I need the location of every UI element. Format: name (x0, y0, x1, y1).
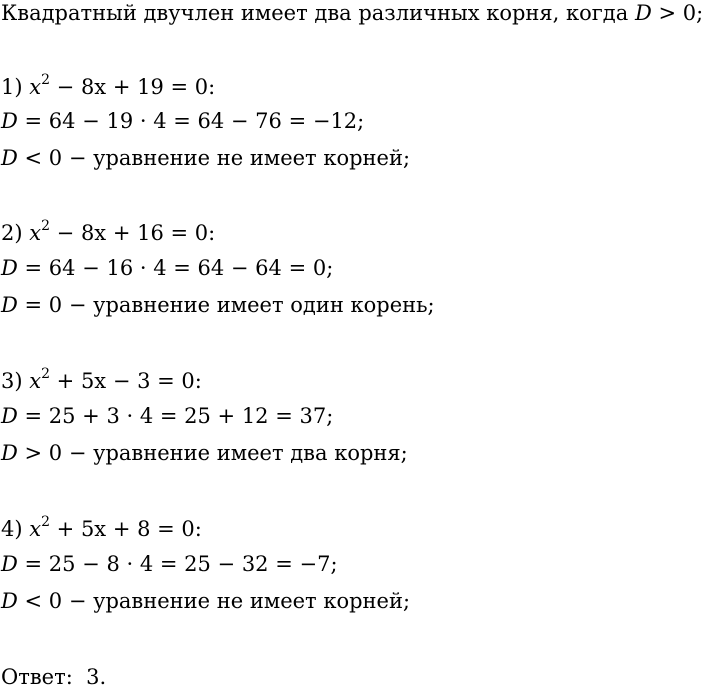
item-2-equation (1, 220, 215, 246)
item-2-concl-var: D (1, 293, 18, 317)
item-2-equation-rest: − 8x + 16 = 0: (50, 221, 216, 245)
item-4-concl-cmp: < 0 (17, 589, 63, 613)
intro-text: Квадратный двучлен имеет два различных корня, когда (1, 1, 629, 25)
intro-var: D (634, 1, 652, 25)
item-2-var: x (29, 221, 42, 245)
item-3-disc-var: D (1, 404, 18, 428)
item-1-discriminant (1, 108, 364, 134)
item-4-disc-var: D (1, 552, 18, 576)
item-3-concl-text: − уравнение имеет два корня; (62, 441, 408, 465)
item-3-var: x (29, 369, 42, 393)
item-1-var: x (29, 75, 42, 99)
answer-line (1, 664, 106, 690)
item-4-number: 4) (1, 517, 30, 541)
intro-line (1, 0, 703, 26)
item-3-disc-expr: = 25 + 3 · 4 = 25 + 12 = 37; (17, 404, 334, 428)
item-1-number: 1) (1, 75, 30, 99)
item-4-disc-expr: = 25 − 8 · 4 = 25 − 32 = −7; (17, 552, 338, 576)
item-1-equation-rest: − 8x + 19 = 0: (50, 75, 216, 99)
item-3-concl-var: D (1, 441, 18, 465)
item-4-var: x (29, 517, 42, 541)
item-1-exponent: 2 (41, 72, 50, 88)
item-4-concl-text: − уравнение не имеет корней; (62, 589, 411, 613)
item-3-exponent: 2 (41, 366, 50, 382)
item-4-equation-rest: + 5x + 8 = 0: (50, 517, 202, 541)
item-4-equation (1, 516, 202, 542)
item-1-concl-cmp: < 0 (17, 146, 63, 170)
item-4-discriminant (1, 551, 338, 577)
item-4-concl-var: D (1, 589, 18, 613)
item-1-conclusion (1, 145, 410, 171)
item-3-discriminant (1, 403, 333, 429)
item-3-conclusion (1, 440, 408, 466)
item-2-number: 2) (1, 221, 30, 245)
intro-condition: > 0; (651, 1, 703, 25)
answer-value: 3. (86, 665, 107, 689)
item-2-disc-expr: = 64 − 16 · 4 = 64 − 64 = 0; (17, 256, 334, 280)
item-1-concl-text: − уравнение не имеет корней; (62, 146, 411, 170)
item-2-conclusion (1, 292, 435, 318)
item-1-disc-expr: = 64 − 19 · 4 = 64 − 76 = −12; (17, 109, 365, 133)
item-3-concl-cmp: > 0 (17, 441, 63, 465)
item-2-discriminant (1, 255, 333, 281)
item-3-equation (1, 368, 202, 394)
item-1-concl-var: D (1, 146, 18, 170)
answer-label: Ответ: (1, 665, 73, 689)
item-1-disc-var: D (1, 109, 18, 133)
item-2-disc-var: D (1, 256, 18, 280)
item-4-exponent: 2 (41, 514, 50, 530)
item-4-conclusion (1, 588, 410, 614)
item-3-equation-rest: + 5x − 3 = 0: (50, 369, 202, 393)
item-1-equation (1, 74, 215, 100)
item-2-concl-cmp: = 0 (17, 293, 63, 317)
item-2-concl-text: − уравнение имеет один корень; (62, 293, 435, 317)
item-2-exponent: 2 (41, 218, 50, 234)
item-3-number: 3) (1, 369, 30, 393)
